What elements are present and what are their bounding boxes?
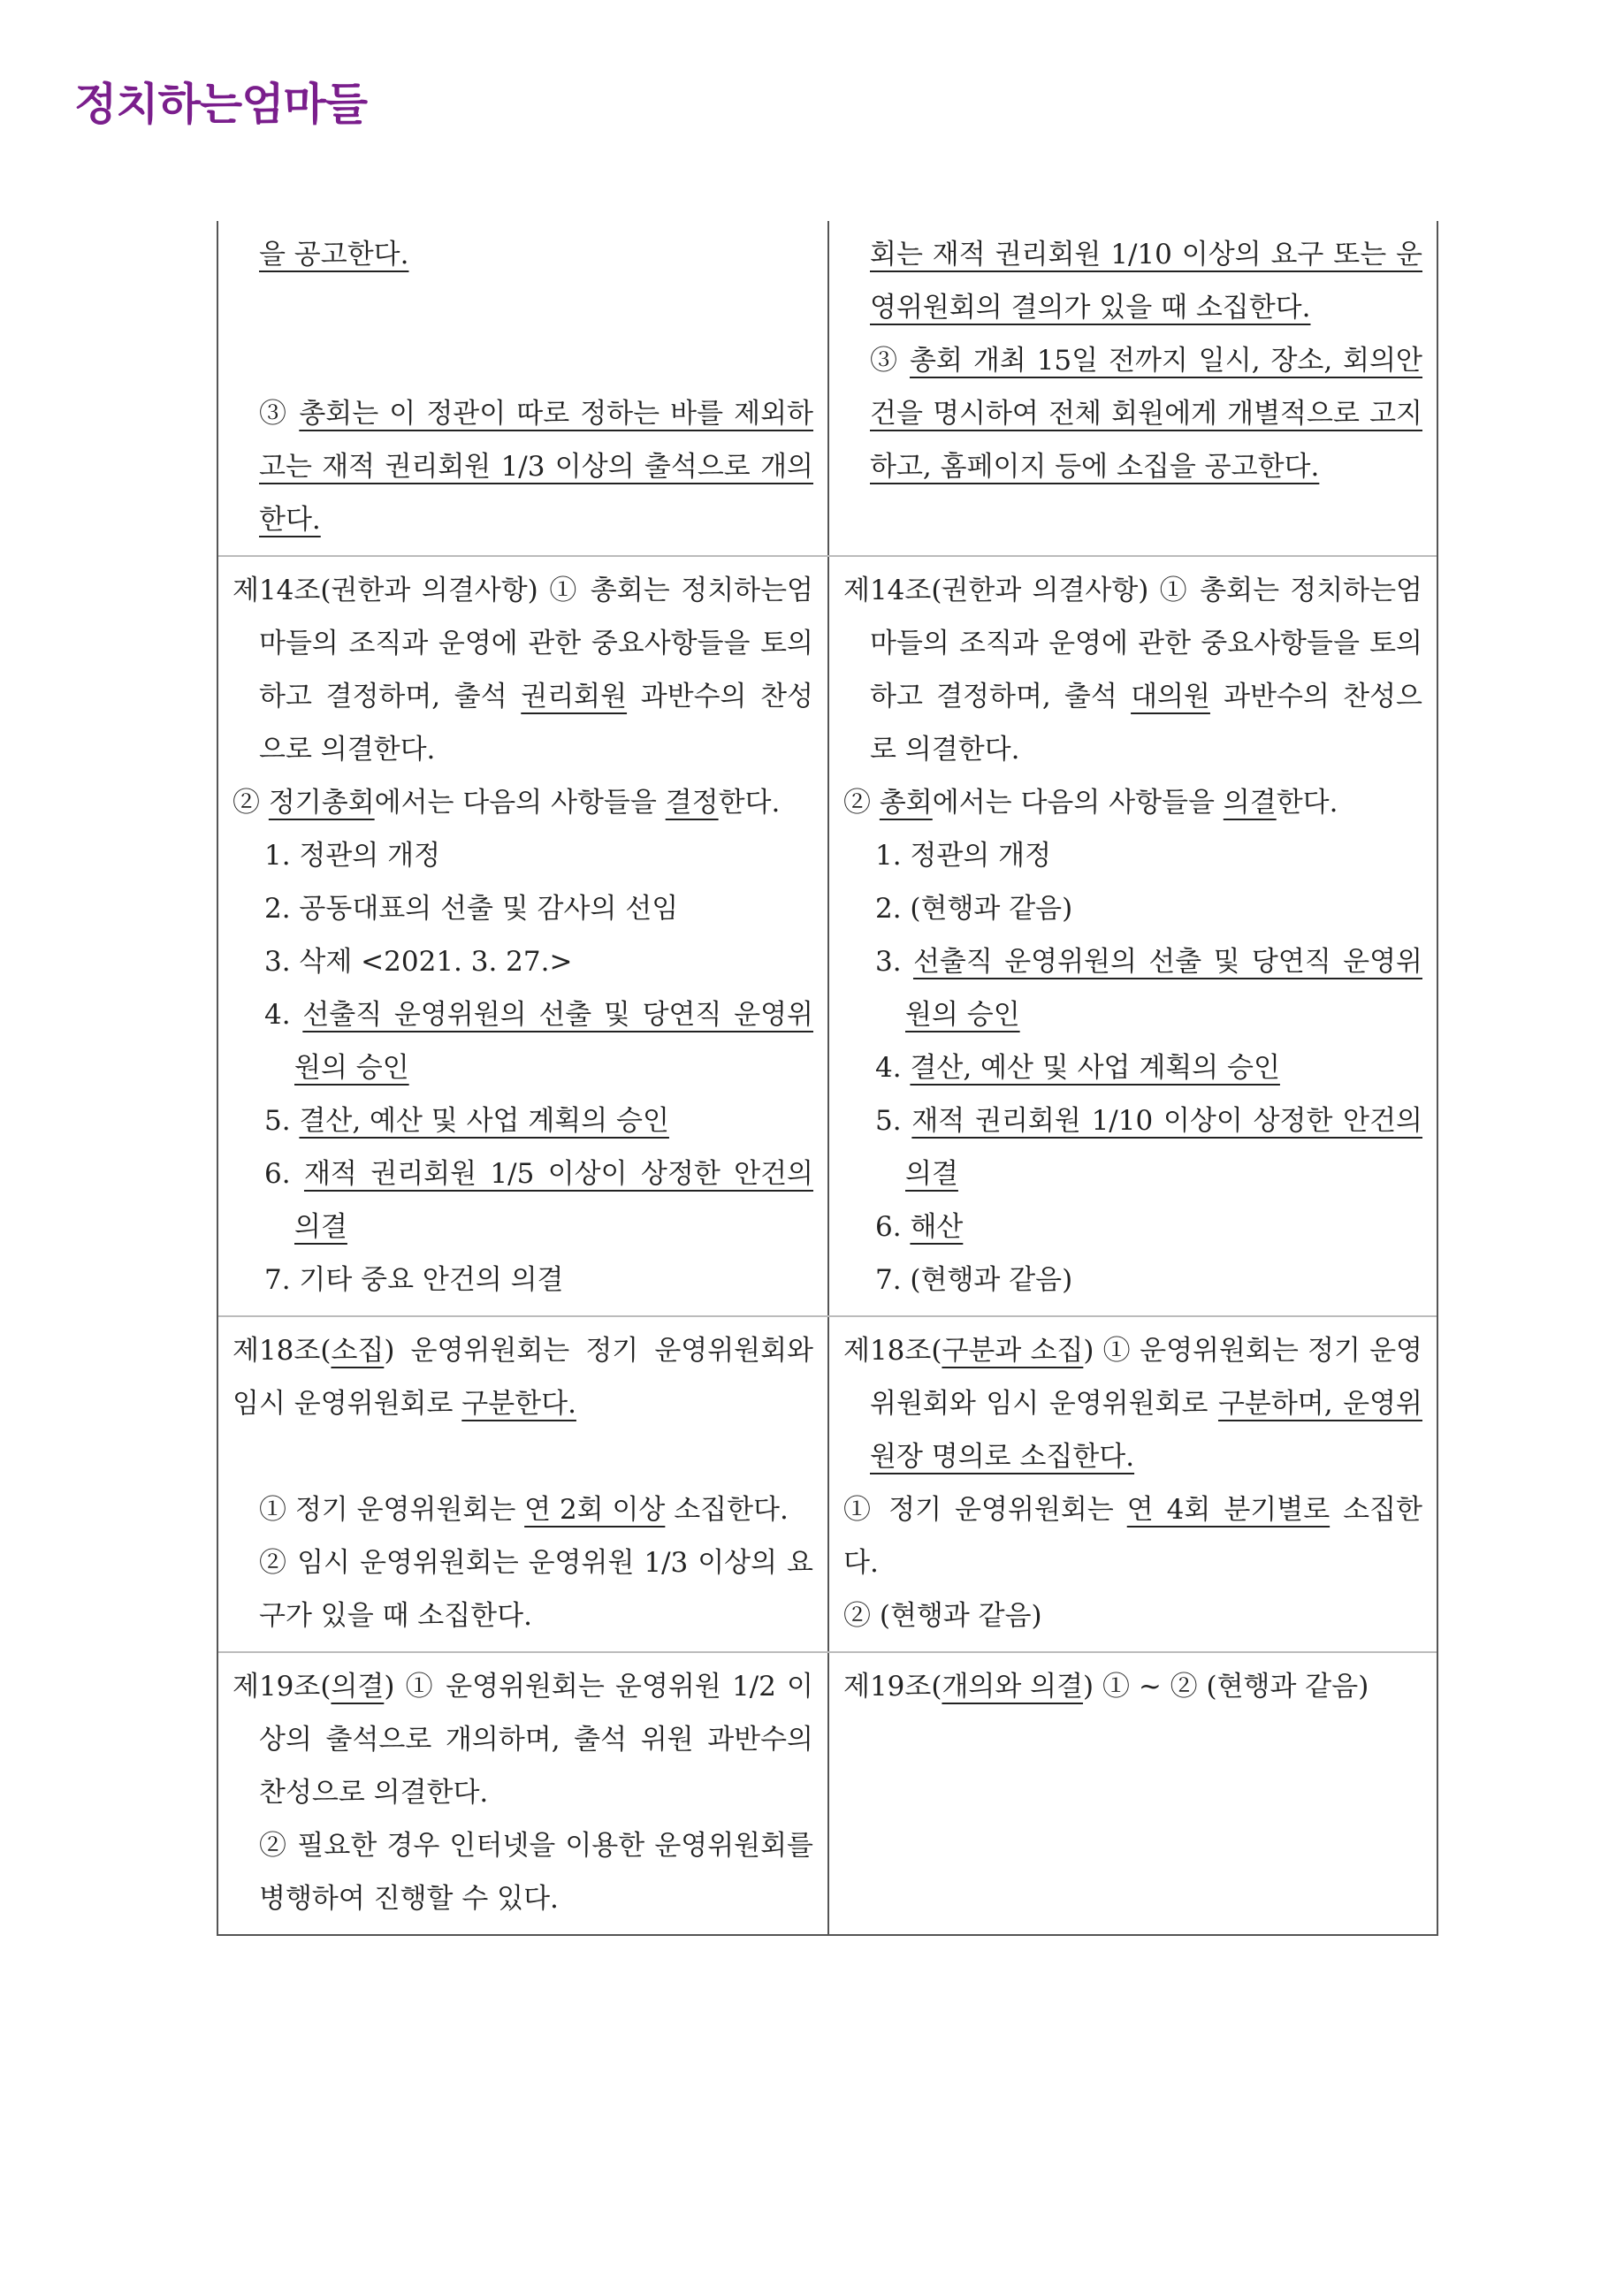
table-row: [218, 555, 1437, 1315]
clause-paragraph: 1. 정관의 개정: [264, 840, 441, 872]
clause-paragraph: ① 정기 운영위원회는 연 2회 이상 소집한다.: [259, 1494, 789, 1526]
clause-paragraph: 7. 기타 중요 안건의 의결: [264, 1264, 564, 1296]
clause-paragraph: 5. 재적 권리회원 1/10 이상이 상정한 안건의 의결: [875, 1105, 1423, 1190]
clause-paragraph: 3. 선출직 운영위원의 선출 및 당연직 운영위원의 승인: [875, 946, 1422, 1031]
clause-paragraph: ② 임시 운영위원회는 운영위원 1/3 이상의 요구가 있을 때 소집한다.: [259, 1547, 813, 1632]
clause-paragraph: ③ 총회 개최 15일 전까지 일시, 장소, 회의안건을 명시하여 전체 회원에게 개별적으로 고지하고, 홈페이지 등에 소집을 공고한다.: [870, 345, 1423, 483]
clause-paragraph: ② 정기총회에서는 다음의 사항들을 결정한다.: [233, 787, 781, 819]
clause-paragraph: 제18조(구분과 소집) ① 운영위원회는 정기 운영위원회와 임시 운영위원회로 구분하며, 운영위원장 명의로 소집한다.: [843, 1335, 1422, 1473]
organization-logo: 정치하는엄마들: [74, 79, 368, 130]
clause-paragraph: 6. 해산: [875, 1211, 964, 1243]
revised-clause-cell: [827, 557, 1437, 1315]
clause-paragraph: 제14조(권한과 의결사항) ① 총회는 정치하는엄마들의 조직과 운영에 관한 중요사항들을 토의하고 결정하며, 출석 권리회원 과반수의 찬성으로 의결한다.: [233, 575, 813, 766]
clause-paragraph: 4. 결산, 예산 및 사업 계획의 승인: [875, 1052, 1280, 1084]
current-clause-cell: [218, 557, 827, 1315]
revised-clause-cell: [827, 221, 1437, 555]
amendment-comparison-table: [217, 221, 1438, 1936]
clause-paragraph: ② (현행과 같음): [843, 1600, 1042, 1632]
spacer: [233, 281, 813, 387]
table-row: [218, 1651, 1437, 1934]
clause-paragraph: 을 공고한다.: [259, 239, 409, 270]
clause-paragraph: 제18조(소집) 운영위원회는 정기 운영위원회와 임시 운영위원회로 구분한다.: [233, 1335, 813, 1420]
clause-paragraph: 1. 정관의 개정: [875, 840, 1052, 872]
clause-paragraph: 회는 재적 권리회원 1/10 이상의 요구 또는 운영위원회의 결의가 있을 때 소집한다.: [870, 239, 1422, 324]
current-clause-cell: [218, 1317, 827, 1651]
clause-paragraph: 3. 삭제 <2021. 3. 27.>: [264, 946, 573, 978]
clause-paragraph: 7. (현행과 같음): [875, 1264, 1073, 1296]
clause-paragraph: 2. 공동대표의 선출 및 감사의 선임: [264, 893, 679, 925]
clause-paragraph: ② 필요한 경우 인터넷을 이용한 운영위원회를 병행하여 진행할 수 있다.: [259, 1830, 813, 1915]
revised-clause-cell: [827, 1317, 1437, 1651]
current-clause-cell: [218, 1653, 827, 1934]
clause-paragraph: 5. 결산, 예산 및 사업 계획의 승인: [264, 1105, 669, 1137]
table-row: [218, 221, 1437, 555]
clause-paragraph: 6. 재적 권리회원 1/5 이상이 상정한 안건의 의결: [264, 1158, 813, 1243]
clause-paragraph: ① 정기 운영위원회는 연 4회 분기별로 소집한다.: [843, 1494, 1422, 1579]
clause-paragraph: 제14조(권한과 의결사항) ① 총회는 정치하는엄마들의 조직과 운영에 관한 중요사항들을 토의하고 결정하며, 출석 대의원 과반수의 찬성으로 의결한다.: [843, 575, 1422, 766]
clause-paragraph: ③ 총회는 이 정관이 따로 정하는 바를 제외하고는 재적 권리회원 1/3 이상의 출석으로 개의한다.: [259, 398, 813, 536]
revised-clause-cell: [827, 1653, 1437, 1934]
clause-paragraph: 제19조(의결) ① 운영위원회는 운영위원 1/2 이상의 출석으로 개의하며, 출석 위원 과반수의 찬성으로 의결한다.: [233, 1671, 813, 1809]
clause-paragraph: 4. 선출직 운영위원의 선출 및 당연직 운영위원의 승인: [264, 999, 813, 1084]
current-clause-cell: [218, 221, 827, 555]
clause-paragraph: 2. (현행과 같음): [875, 893, 1073, 925]
table-row: [218, 1315, 1437, 1651]
clause-paragraph: ② 총회에서는 다음의 사항들을 의결한다.: [843, 787, 1338, 819]
clause-paragraph: 제19조(개의와 의결) ① ~ ② (현행과 같음): [843, 1671, 1369, 1703]
spacer: [233, 1430, 813, 1483]
